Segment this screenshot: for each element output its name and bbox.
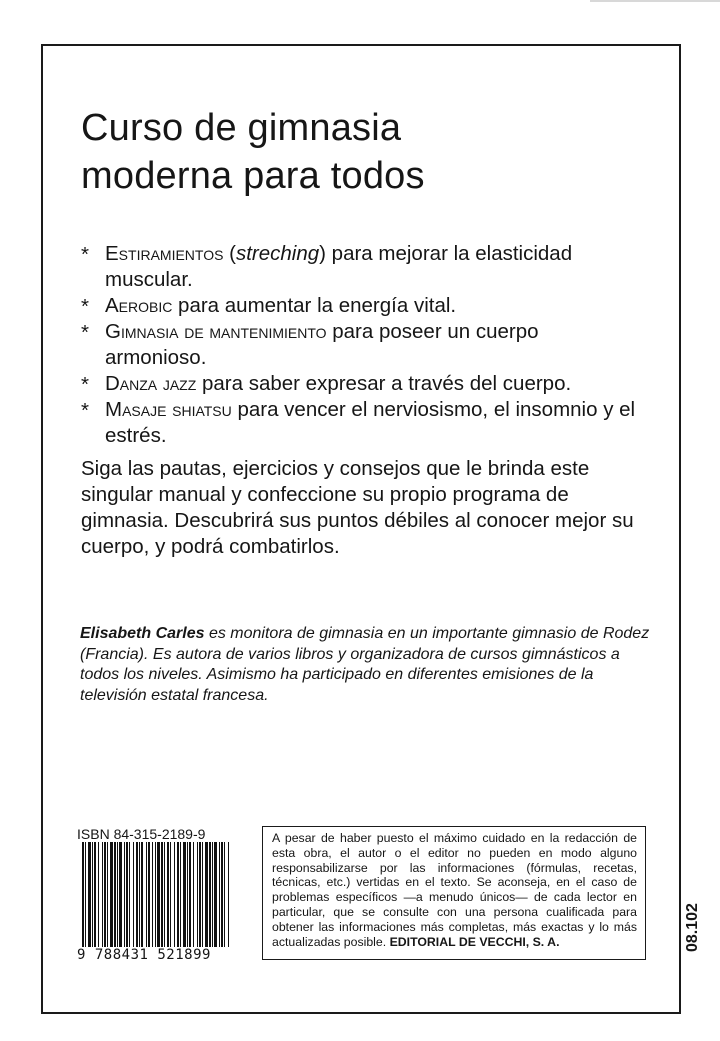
topic-item-jazz-dance — [81, 371, 641, 397]
topic-item-stretching — [81, 241, 641, 293]
disclaimer-text: A pesar de haber puesto el máximo cuidado en la redacción de esta obra, el autor o el editor no pueden en modo alguno responsabilizarse por las informaciones (fórmulas, recetas, técnicas, etc.) vertidas en el texto. Se aconseja, en el caso de problemas específicos —a menudo únicos— de cada lector en particular, que se consulte con una persona cualificada para obtener las informaciones más completas, más exactas y lo más actualizadas posible. — [272, 831, 637, 949]
asterisk-marker: * — [81, 373, 89, 396]
topic-description: para aumentar la energía vital. — [172, 294, 457, 317]
topic-heading: Masaje shiatsu — [105, 398, 232, 421]
topic-description: para vencer el nerviosismo, el insomnio y el estrés. — [105, 398, 636, 447]
topic-description: ) para mejorar la elasticidad muscular. — [105, 242, 573, 291]
ean-digits: 9 788431 521899 — [77, 947, 211, 963]
asterisk-marker: * — [81, 243, 89, 266]
asterisk-marker: * — [81, 295, 89, 318]
topic-description: para poseer un cuerpo armonioso. — [105, 320, 539, 369]
intro-paragraph: Siga las pautas, ejercicios y consejos que le brinda este singular manual y confeccione su propio programa de gimnasia. Descubrirá sus puntos débiles al conocer mejor su cuerpo, y podrá combatirlos. — [81, 457, 634, 558]
topic-item-aerobic — [81, 293, 641, 319]
page-edge-mark — [590, 0, 720, 2]
topic-item-maintenance — [81, 319, 641, 371]
topic-item-shiatsu — [81, 397, 641, 449]
asterisk-marker: * — [81, 321, 89, 344]
topic-heading: Gimnasia de mantenimiento — [105, 320, 327, 343]
author-name: Elisabeth Carles — [80, 625, 205, 642]
topic-italic-term: streching — [235, 242, 320, 265]
author-bio — [80, 624, 660, 706]
barcode-block — [77, 826, 232, 966]
barcode-icon — [82, 842, 230, 947]
topic-paren: ( — [223, 242, 236, 265]
book-title — [81, 104, 425, 200]
topic-description: para saber expresar a través del cuerpo. — [196, 372, 572, 395]
catalog-code: 08.102 — [684, 903, 701, 952]
topic-heading: Danza jazz — [105, 372, 197, 395]
topic-heading: Aerobic — [105, 294, 173, 317]
asterisk-marker: * — [81, 399, 89, 422]
book-title-line-1: Curso de gimnasia — [81, 107, 402, 149]
topic-list — [81, 241, 641, 449]
author-bio-text: es monitora de gimnasia en un importante gimnasio de Rodez (Francia). Es autora de varios libros y organizadora de cursos gimnásticos a todos los niveles. Asimismo ha participado en diferentes emisiones de la televisión estatal francesa. — [80, 625, 650, 704]
topic-heading: Estiramientos — [105, 242, 224, 265]
disclaimer-box — [262, 826, 646, 960]
book-title-line-2: moderna para todos — [81, 155, 425, 197]
isbn-number: ISBN 84-315-2189-9 — [77, 826, 206, 842]
publisher-name: EDITORIAL DE VECCHI, S. A. — [389, 934, 560, 949]
